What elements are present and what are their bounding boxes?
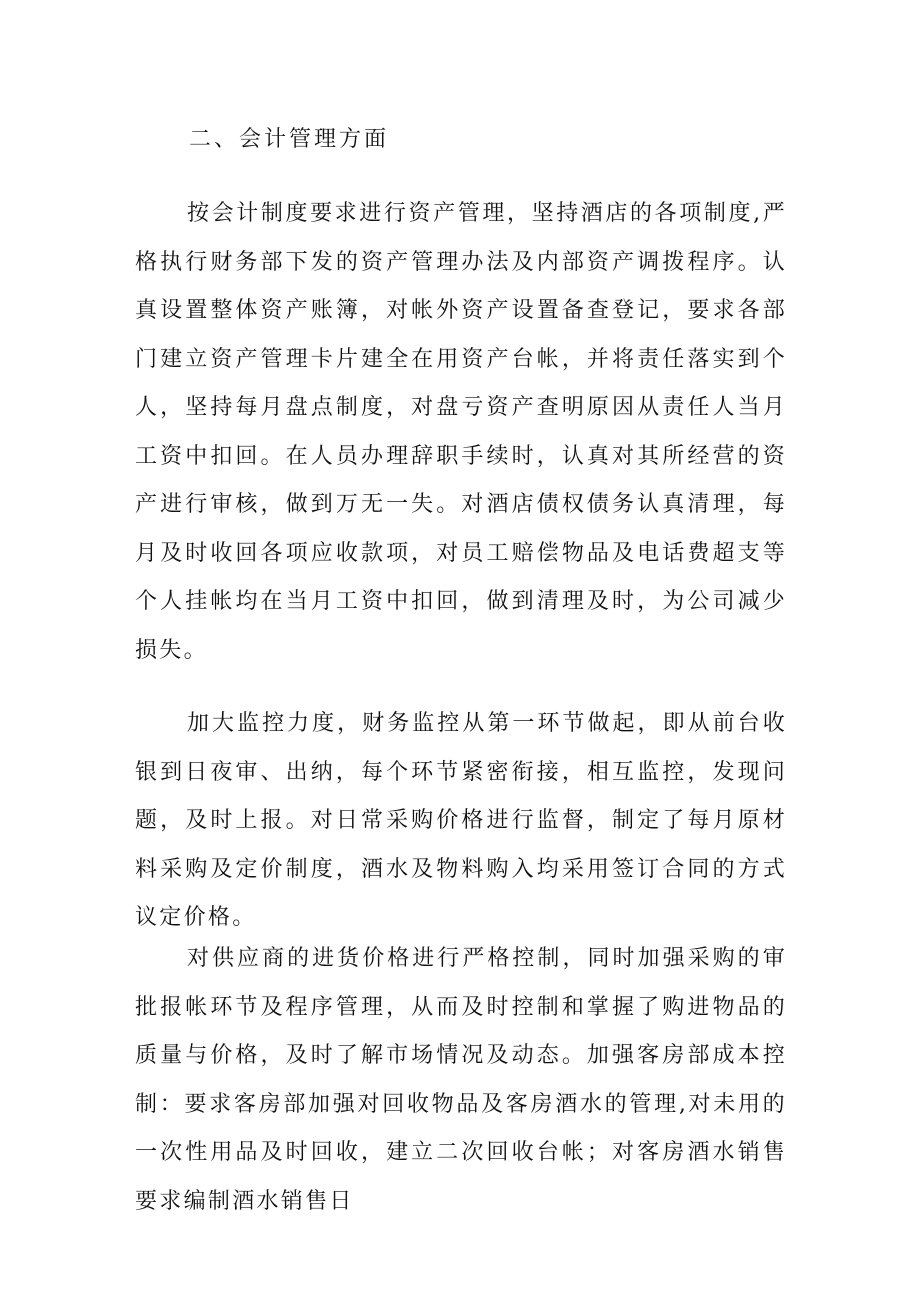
paragraph-monitoring: 加大监控力度，财务监控从第一环节做起，即从前台收银到日夜审、出纳，每个环节紧密衔接，相互监控，发现问题，及时上报。对日常采购价格进行监督，制定了每月原材料采购及定价制度，酒水及物料购入均采用签订合同的方式议定价格。 [135,711,787,930]
section-heading: 二、会计管理方面 [189,127,390,152]
paragraph-asset-management: 按会计制度要求进行资产管理，坚持酒店的各项制度,严格执行财务部下发的资产管理办法及内部资产调拨程序。认真设置整体资产账簿，对帐外资产设置备查登记，要求各部门建立资产管理卡片建全在用资产台帐，并将责任落实到个人，坚持每月盘点制度，对盘亏资产查明原因从责任人当月工资中扣回。在人员办理辞职手续时，认真对其所经营的资产进行审核，做到万无一失。对酒店债权债务认真清理，每月及时收回各项应收款项，对员工赔偿物品及电话费超支等个人挂帐均在当月工资中扣回，做到清理及时，为公司减少损失。 [135,201,787,663]
paragraph-supplier-control: 对供应商的进货价格进行严格控制，同时加强采购的审批报帐环节及程序管理，从而及时控制和掌握了购进物品的质量与价格，及时了解市场情况及动态。加强客房部成本控制：要求客房部加强对回收物品及客房酒水的管理,对未用的一次性用品及时回收，建立二次回收台帐；对客房酒水销售要求编制酒水销售日 [135,946,787,1214]
